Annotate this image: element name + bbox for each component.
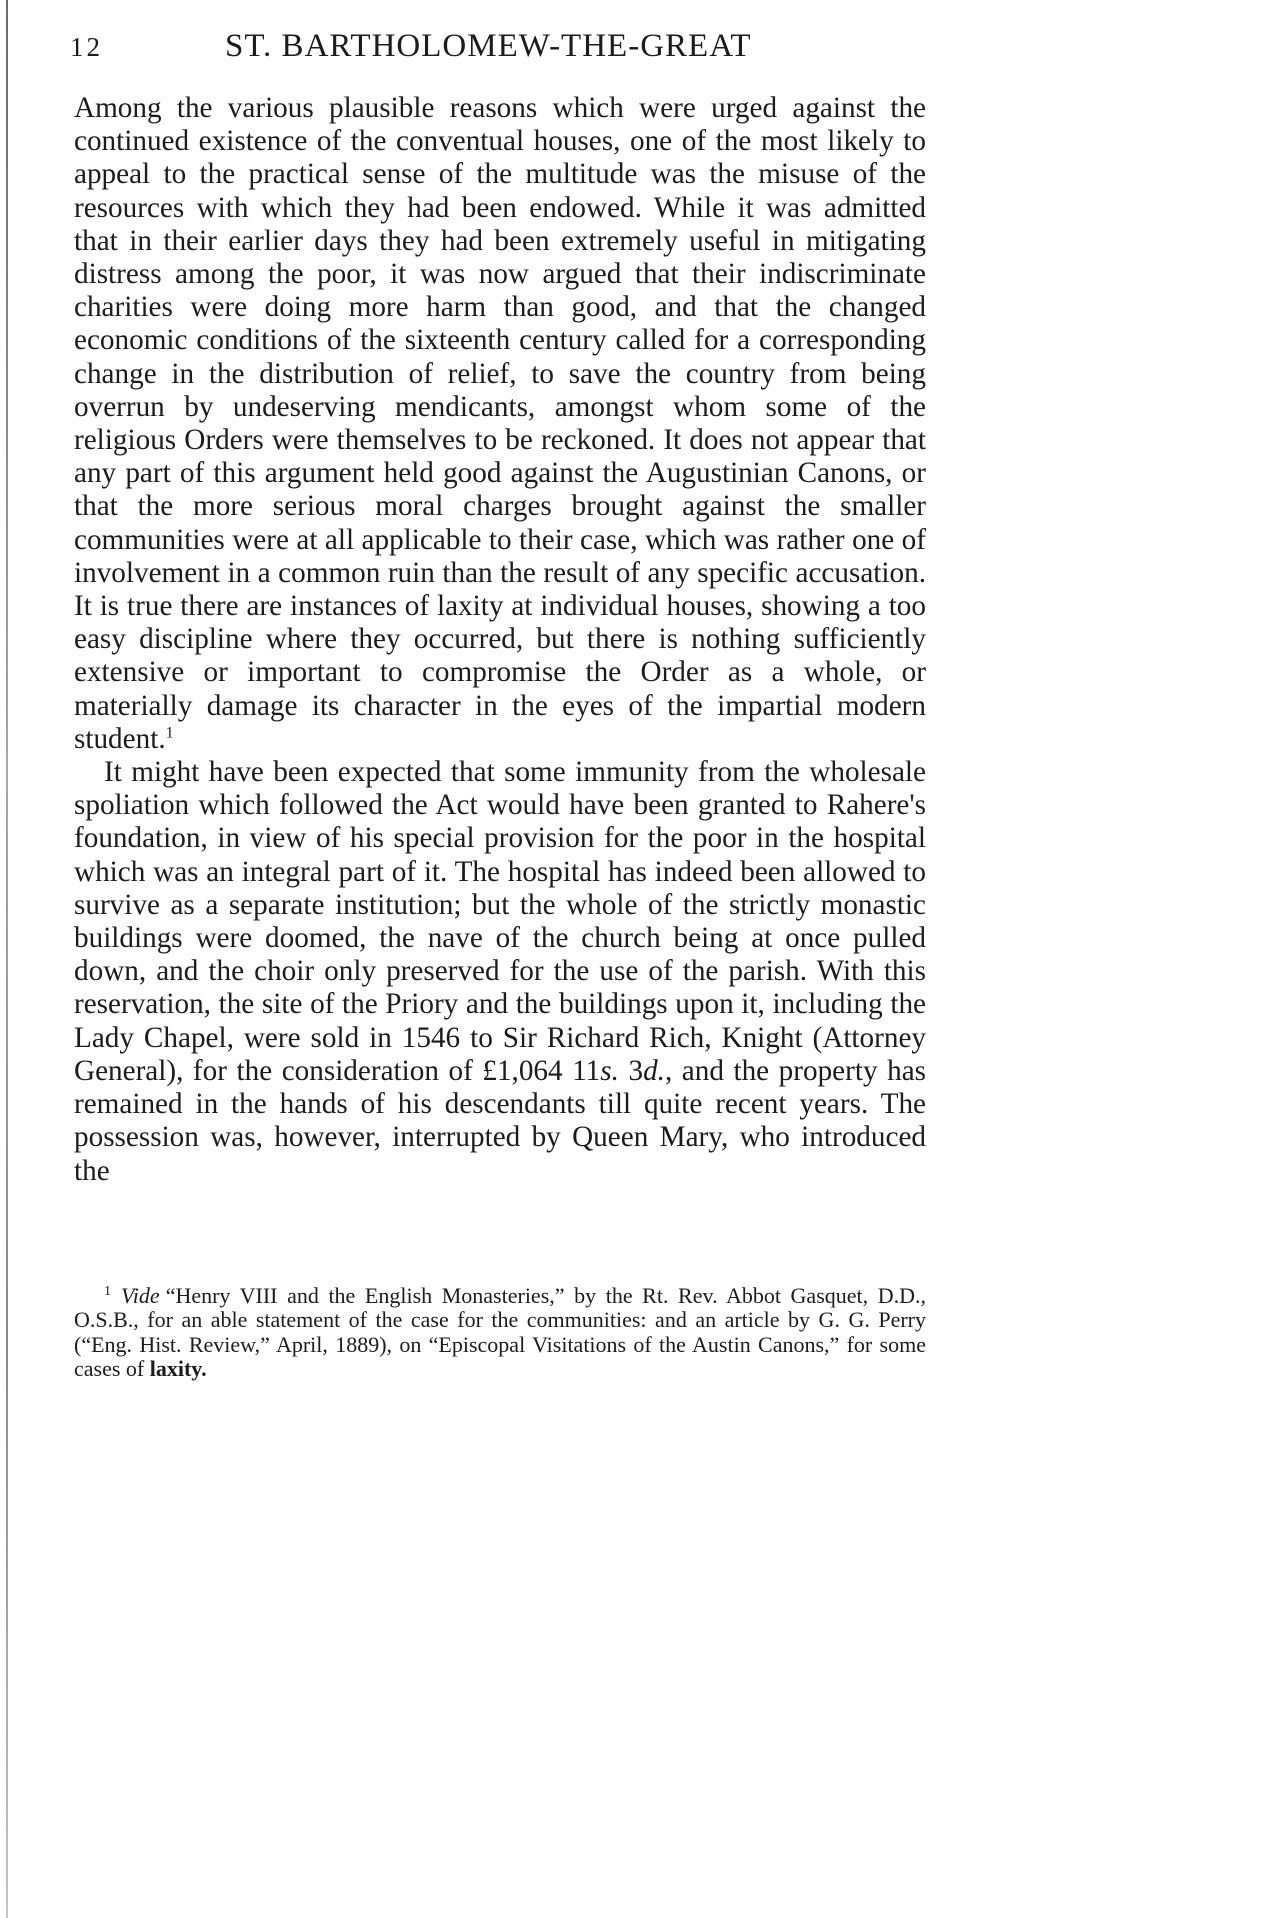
pence-amount: 3 [618, 1054, 644, 1087]
footnote-vide: Vide [121, 1283, 160, 1308]
paragraph-2-text-start: It might have been expected that some immunity from the wholesale spoliation which followed the Act would have been granted to Rahere's foundation, in view of his special provision for the poor in the hospital which was an integral part of it. The hospital has indeed been allowed to survive as a separate institution; but the whole of the strictly monastic buildings were doomed, the nave of the church being at once pulled down, and the choir only preserved for the use of the parish. With this reservation, the site of the Priory and the buildings upon it, including the Lady Chapel, were sold in 1546 to Sir Richard Rich, Knight (Attorney General), for the consideration of £1,064 11 [74, 756, 926, 1087]
footnote [74, 1284, 926, 1382]
footnote-last-word: laxity. [149, 1356, 207, 1382]
footnote-text: “Henry VIII and the English Monasteries,” by the Rt. Rev. Abbot Gasquet, D.D., O.S.B., for an able statement of the case for the communities: and an article by G. G. Perry (“Eng. Hist. Review,” April, 1889), on “Episcopal Visitations of the Austin Canons,” for some cases of [74, 1283, 926, 1382]
pence-abbreviation: d. [643, 1054, 665, 1087]
page-header [70, 28, 930, 68]
footnote-marker: 1 [104, 1283, 111, 1299]
paragraph-2-text-end: , and the property has remained in the hands of his descendants till quite recent years. The possession was, however, interrupted by Queen Mary, who introduced the [74, 1054, 927, 1187]
running-title: ST. BARTHOLOMEW-THE-GREAT [225, 28, 752, 64]
paragraph-1-text: Among the various plausible reasons which were urged against the continued existence of the conventual houses, one of the most likely to appeal to the practical sense of the multitude was the misuse of the resources with which they had been endowed. While it was admitted that in their earlier days they had been extremely useful in mitigating distress among the poor, it was now argued that their indiscriminate charities were doing more harm than good, and that the changed economic conditions of the sixteenth century called for a corresponding change in the distribution of relief, to save the country from being overrun by undeserving mendicants, amongst whom some of the religious Orders were themselves to be reckoned. It does not appear that any part of this argument held good against the Augustinian Canons, or that the more serious moral charges brought against the smaller communities were at all applicable to their case, which was rather one of involvement in a common ruin than the result of any specific accusation. It is true there are instances of laxity at individual houses, showing a too easy discipline where they occurred, but there is nothing sufficiently extensive or important to compromise the Order as a whole, or materially damage its character in the eyes of the impartial modern student. [74, 92, 926, 755]
main-text [74, 92, 926, 1188]
shillings-abbreviation: s. [600, 1054, 619, 1087]
page-number: 12 [70, 32, 103, 62]
footnote-reference: 1 [165, 724, 174, 742]
page-edge-rule [6, 0, 8, 1918]
paragraph-2 [74, 756, 926, 1188]
paragraph-1 [74, 92, 926, 756]
